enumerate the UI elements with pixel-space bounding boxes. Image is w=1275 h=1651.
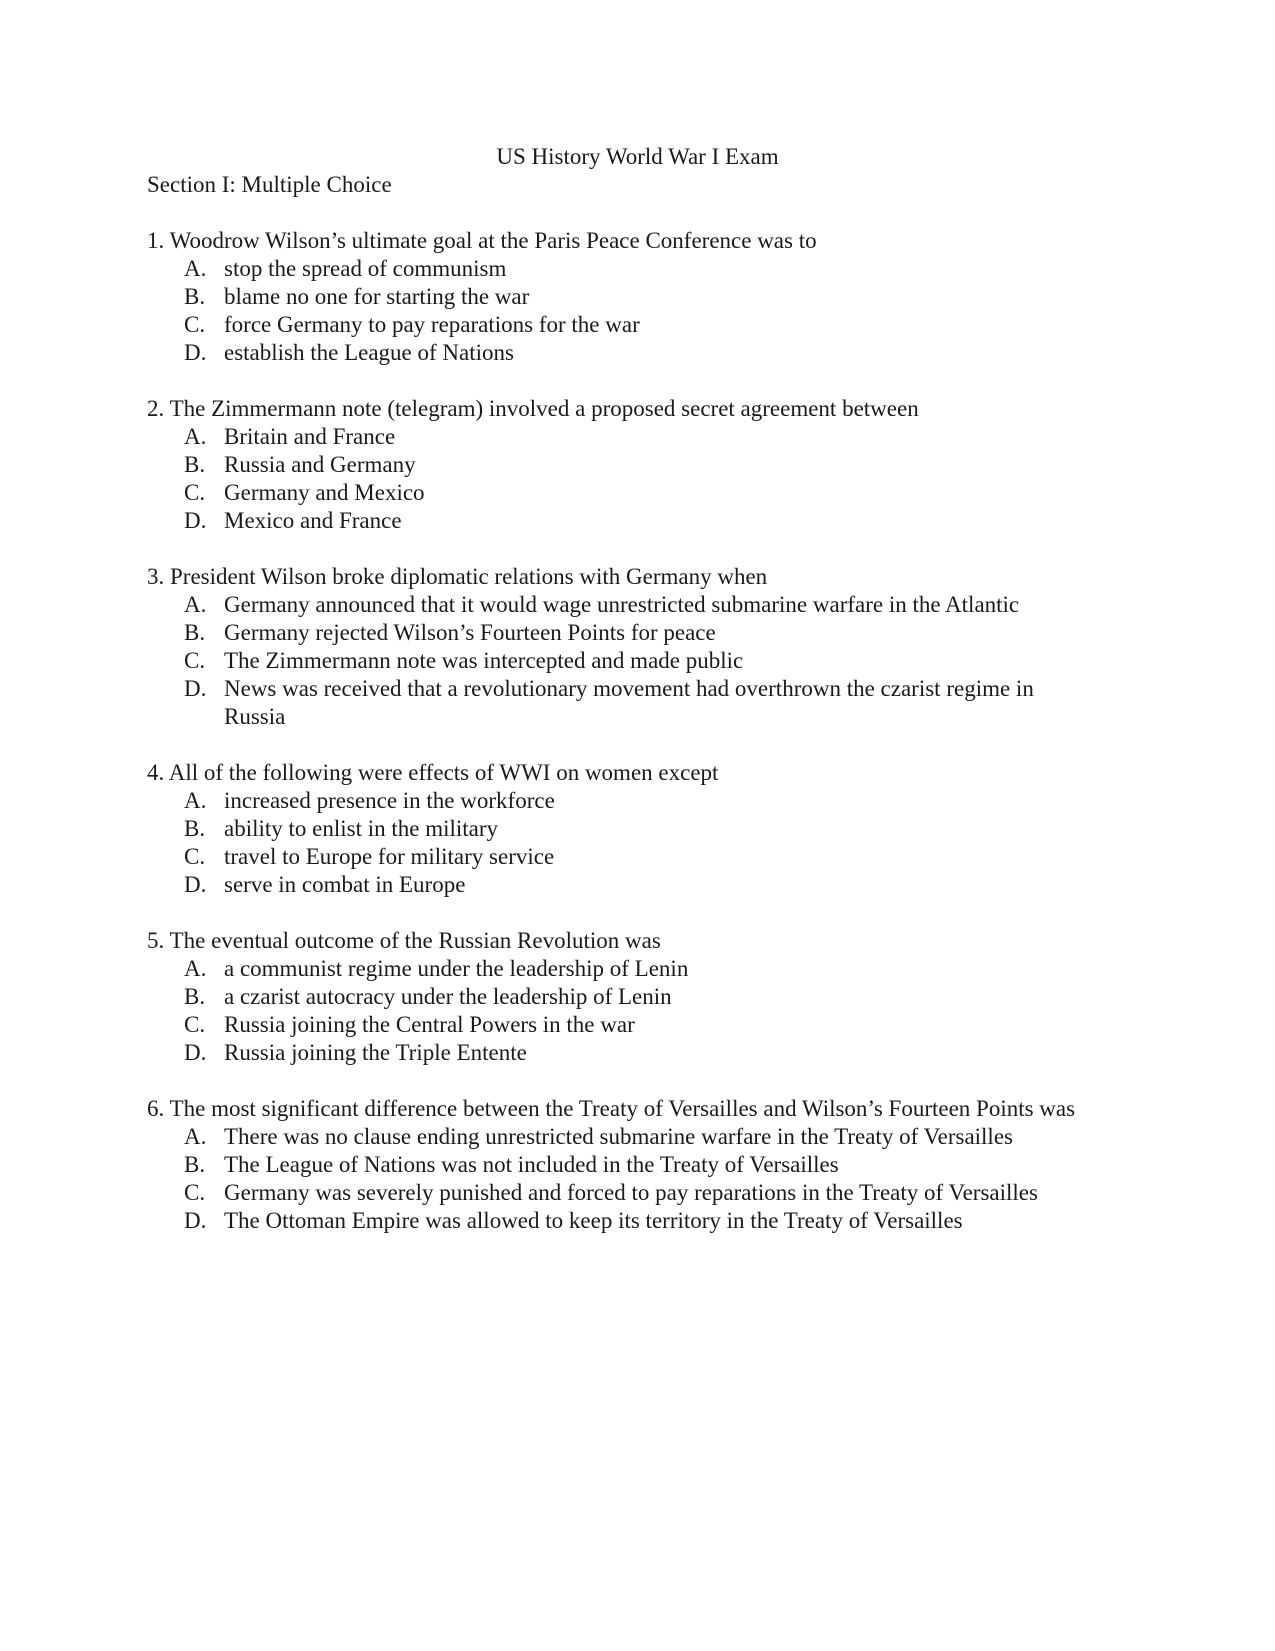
answer-options	[147, 591, 1107, 731]
option-a	[147, 787, 1107, 815]
question-text: 5. The eventual outcome of the Russian Revolution was	[147, 928, 661, 953]
answer-options	[147, 955, 1107, 1067]
option-text: serve in combat in Europe	[224, 872, 466, 897]
question-2	[147, 395, 1107, 535]
option-letter: A.	[184, 592, 207, 617]
option-c	[147, 311, 1107, 339]
answer-options	[147, 787, 1107, 899]
option-letter: B.	[184, 816, 206, 841]
option-d	[147, 1207, 1107, 1235]
option-c	[147, 1011, 1107, 1039]
answer-options	[147, 1123, 1107, 1235]
question-text: 3. President Wilson broke diplomatic relations with Germany when	[147, 564, 768, 589]
option-text: Germany announced that it would wage unrestricted submarine warfare in the Atlantic	[224, 592, 1020, 617]
option-letter: D.	[184, 1208, 207, 1233]
option-text: Britain and France	[224, 424, 396, 449]
option-text: News was received that a revolutionary movement had overthrown the czarist regime in Russia	[224, 676, 1034, 729]
option-text: a czarist autocracy under the leadership of Lenin	[224, 984, 672, 1009]
option-c	[147, 1179, 1107, 1207]
option-text: Mexico and France	[224, 508, 402, 533]
answer-options	[147, 423, 1107, 535]
option-letter: D.	[184, 872, 207, 897]
answer-options	[147, 255, 1107, 367]
option-b	[147, 815, 1107, 843]
question-5	[147, 927, 1107, 1067]
option-text: Russia and Germany	[224, 452, 416, 477]
option-letter: C.	[184, 312, 206, 337]
option-text: establish the League of Nations	[224, 340, 514, 365]
option-letter: B.	[184, 284, 206, 309]
option-letter: A.	[184, 1124, 207, 1149]
option-a	[147, 423, 1107, 451]
option-b	[147, 983, 1107, 1011]
exam-title: US History World War I Exam	[496, 144, 779, 169]
question-list	[147, 227, 1107, 1263]
option-letter: B.	[184, 984, 206, 1009]
option-d	[147, 675, 1107, 731]
option-letter: C.	[184, 480, 206, 505]
option-a	[147, 955, 1107, 983]
option-letter: A.	[184, 424, 207, 449]
option-text: Russia joining the Central Powers in the war	[224, 1012, 635, 1037]
option-b	[147, 1151, 1107, 1179]
option-letter: D.	[184, 1040, 207, 1065]
option-letter: B.	[184, 452, 206, 477]
option-letter: C.	[184, 648, 206, 673]
option-d	[147, 507, 1107, 535]
question-3	[147, 563, 1107, 731]
option-text: a communist regime under the leadership of Lenin	[224, 956, 689, 981]
option-text: ability to enlist in the military	[224, 816, 499, 841]
option-c	[147, 647, 1107, 675]
option-letter: C.	[184, 844, 206, 869]
option-text: force Germany to pay reparations for the war	[224, 312, 640, 337]
option-letter: B.	[184, 1152, 206, 1177]
option-text: There was no clause ending unrestricted submarine warfare in the Treaty of Versailles	[224, 1124, 1013, 1149]
section-heading: Section I: Multiple Choice	[147, 172, 392, 197]
question-text: 2. The Zimmermann note (telegram) involved a proposed secret agreement between	[147, 396, 919, 421]
option-c	[147, 843, 1107, 871]
option-a	[147, 591, 1107, 619]
option-letter: C.	[184, 1180, 206, 1205]
option-d	[147, 871, 1107, 899]
option-d	[147, 1039, 1107, 1067]
option-a	[147, 1123, 1107, 1151]
option-letter: D.	[184, 508, 207, 533]
option-letter: D.	[184, 340, 207, 365]
option-b	[147, 619, 1107, 647]
option-b	[147, 283, 1107, 311]
option-text: travel to Europe for military service	[224, 844, 555, 869]
option-text: Russia joining the Triple Entente	[224, 1040, 527, 1065]
option-c	[147, 479, 1107, 507]
option-text: Germany was severely punished and forced to pay reparations in the Treaty of Versailles	[224, 1180, 1038, 1205]
option-letter: B.	[184, 620, 206, 645]
option-d	[147, 339, 1107, 367]
question-1	[147, 227, 1107, 367]
option-text: increased presence in the workforce	[224, 788, 555, 813]
option-b	[147, 451, 1107, 479]
option-text: The Ottoman Empire was allowed to keep its territory in the Treaty of Versailles	[224, 1208, 963, 1233]
option-text: Germany and Mexico	[224, 480, 425, 505]
option-a	[147, 255, 1107, 283]
option-text: Germany rejected Wilson’s Fourteen Points for peace	[224, 620, 716, 645]
option-letter: A.	[184, 788, 207, 813]
question-6	[147, 1095, 1107, 1235]
question-text: 6. The most significant difference between the Treaty of Versailles and Wilson’s Fourteen Points was	[147, 1096, 1076, 1121]
option-letter: A.	[184, 256, 207, 281]
option-letter: D.	[184, 676, 207, 701]
option-text: The Zimmermann note was intercepted and made public	[224, 648, 744, 673]
question-text: 4. All of the following were effects of WWI on women except	[147, 760, 719, 785]
option-letter: C.	[184, 1012, 206, 1037]
question-4	[147, 759, 1107, 899]
option-text: stop the spread of communism	[224, 256, 507, 281]
option-text: blame no one for starting the war	[224, 284, 530, 309]
option-letter: A.	[184, 956, 207, 981]
option-text: The League of Nations was not included in the Treaty of Versailles	[224, 1152, 839, 1177]
question-text: 1. Woodrow Wilson’s ultimate goal at the Paris Peace Conference was to	[147, 228, 817, 253]
